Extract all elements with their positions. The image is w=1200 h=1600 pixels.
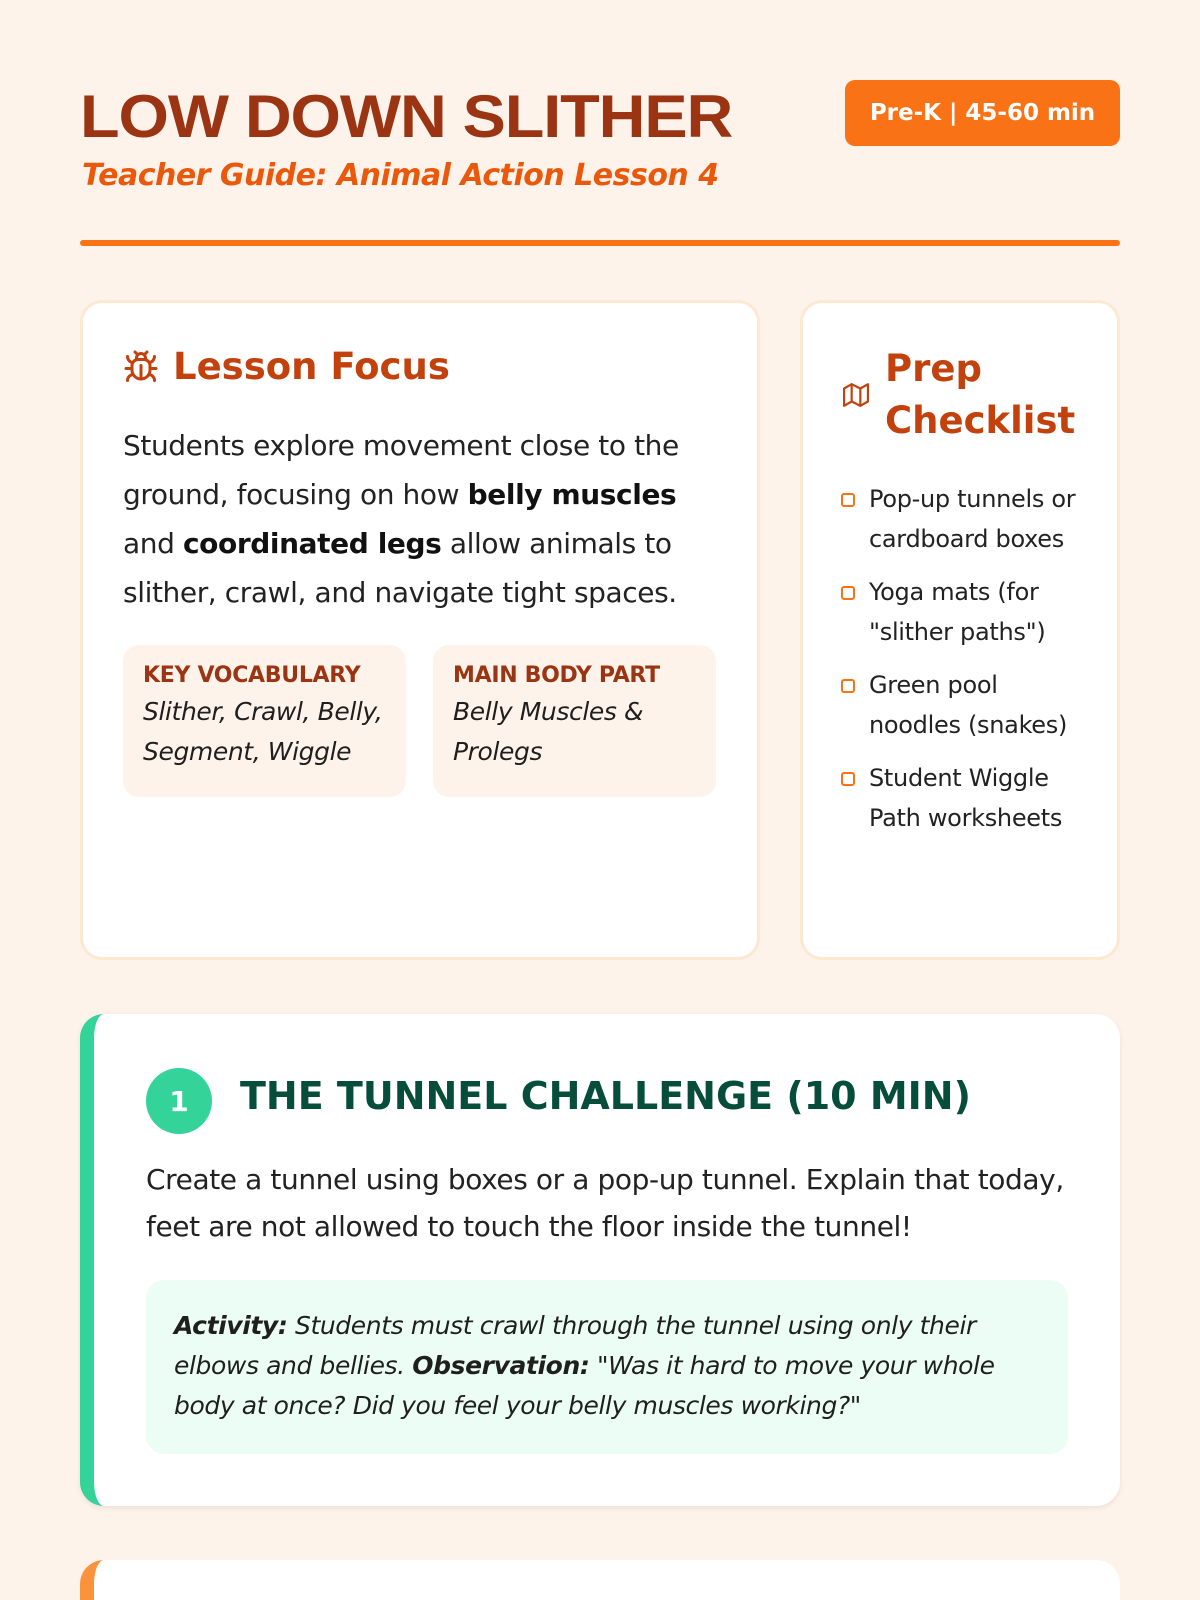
checkbox-icon[interactable]: [841, 679, 855, 693]
key-vocabulary-box: [123, 645, 406, 797]
page-subtitle: Teacher Guide: Animal Action Lesson 4: [82, 158, 719, 193]
step-title: THE TUNNEL CHALLENGE (10 MIN): [240, 1074, 971, 1118]
key-vocabulary-value: Slither, Crawl, Belly, Segment, Wiggle: [143, 697, 383, 766]
main-body-part-label: MAIN BODY PART: [453, 663, 660, 688]
activity-label: Activity:: [174, 1311, 288, 1340]
checklist-item-label: Student Wiggle Path worksheets: [869, 764, 1063, 832]
activity-box: [146, 1280, 1068, 1454]
observation-text: "Was it hard to move your whole body at once? Did you feel your belly muscles working?": [174, 1351, 995, 1420]
focus-bold-belly-muscles: belly muscles: [467, 478, 677, 511]
prep-checklist-card: [800, 300, 1120, 960]
map-icon: [843, 382, 869, 408]
checkbox-icon[interactable]: [841, 586, 855, 600]
step-1-card: [80, 1014, 1120, 1506]
key-vocabulary-label: KEY VOCABULARY: [143, 663, 361, 688]
checkbox-icon[interactable]: [841, 493, 855, 507]
main-body-part-box: [433, 645, 716, 797]
step-2-card: [80, 1560, 1120, 1600]
grade-duration-badge: Pre-K | 45-60 min: [845, 80, 1120, 146]
lesson-focus-heading: [123, 345, 450, 388]
bug-icon: [123, 349, 159, 385]
page-title: LOW DOWN SLITHER: [80, 83, 733, 150]
lesson-focus-title: Lesson Focus: [173, 345, 450, 388]
main-body-part-value: Belly Muscles & Prolegs: [453, 697, 644, 766]
prep-checklist-title: Prep Checklist: [885, 347, 1076, 442]
step-description: Create a tunnel using boxes or a pop-up tunnel. Explain that today, feet are not allowed to touch the floor inside the tunnel!: [146, 1163, 1064, 1243]
lesson-focus-description: [123, 421, 723, 617]
checklist-item[interactable]: [841, 479, 1091, 559]
focus-text-part: allow animals to slither, crawl, and navigate tight spaces.: [123, 527, 677, 609]
header-divider: [80, 240, 1120, 246]
step-number-badge: 1: [146, 1068, 212, 1134]
activity-text: Students must crawl through the tunnel using only their elbows and bellies.: [174, 1311, 976, 1380]
observation-label: Observation:: [412, 1351, 590, 1380]
checklist-item-label: Yoga mats (for "slither paths"): [869, 578, 1046, 646]
focus-text-part: Students explore movement close to the ground, focusing on how: [123, 429, 679, 511]
page-header: [80, 78, 1120, 248]
checklist-item-label: Green pool noodles (snakes): [869, 671, 1068, 739]
checklist-item[interactable]: [841, 665, 1091, 745]
lesson-focus-card: [80, 300, 760, 960]
focus-bold-coordinated-legs: coordinated legs: [182, 527, 442, 560]
prep-checklist-heading: [843, 343, 1103, 447]
checkbox-icon[interactable]: [841, 772, 855, 786]
focus-text-part: and: [123, 527, 183, 560]
checklist-item[interactable]: [841, 572, 1091, 652]
checklist-item-label: Pop-up tunnels or cardboard boxes: [869, 485, 1076, 553]
prep-checklist: [841, 479, 1091, 851]
checklist-item[interactable]: [841, 758, 1091, 838]
